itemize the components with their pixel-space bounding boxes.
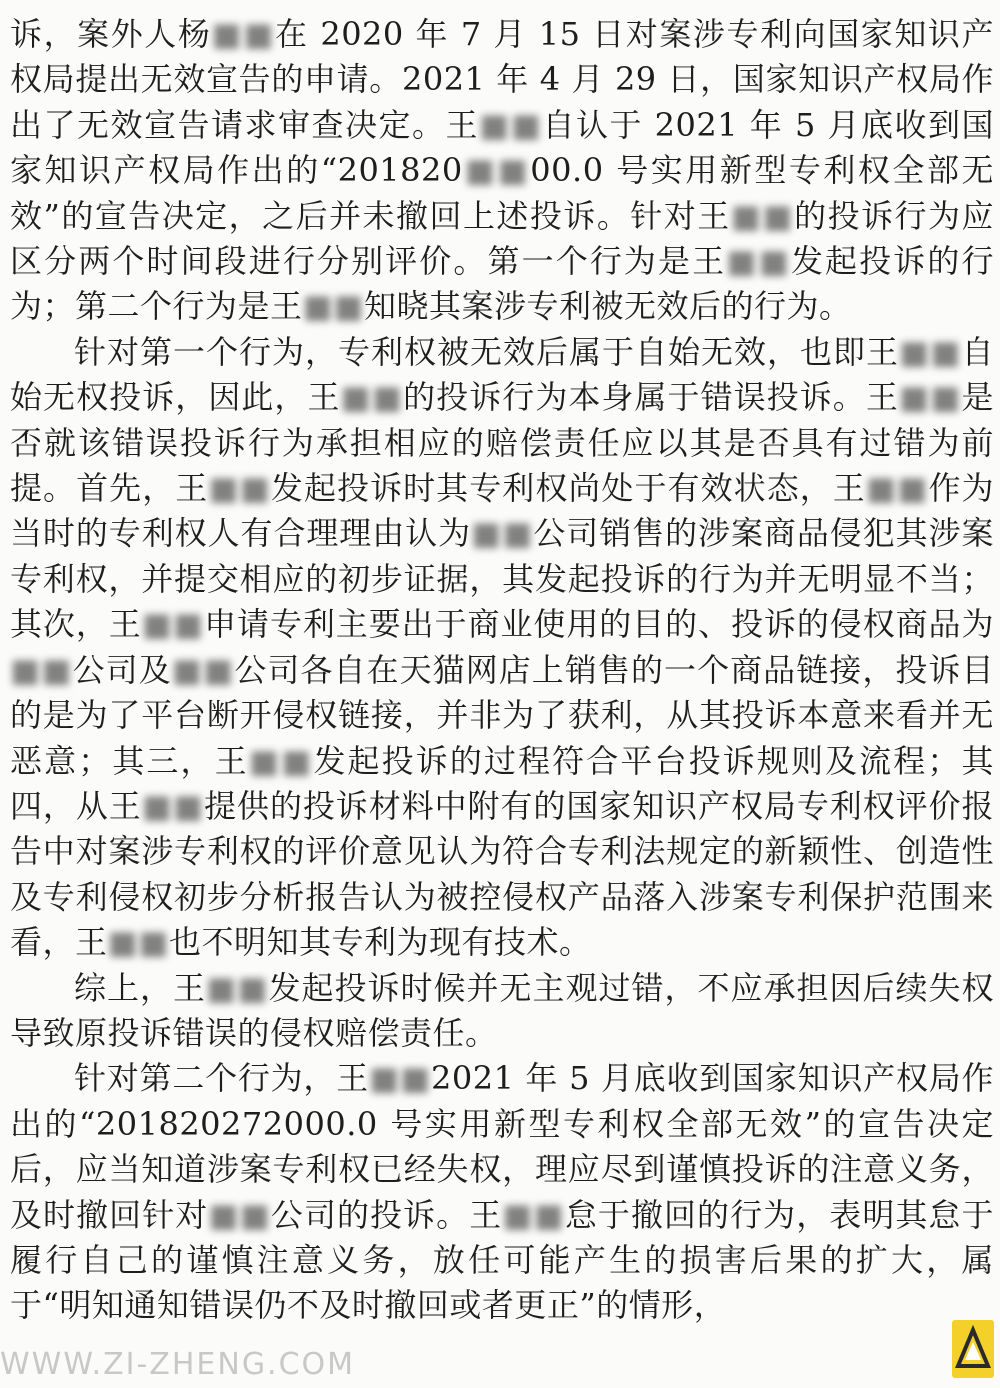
redacted-name: ■■ — [479, 105, 543, 144]
watermark-text: WWW.ZI-ZHENG.COM — [0, 1347, 356, 1382]
text-segment: 个商品链接，投诉目的是为了平台断开侵权链接，并非为了获利， — [10, 650, 994, 735]
text-segment: 犯其涉案专利权，并提交相应的初步证据，其发起投诉的行为并 — [10, 514, 994, 598]
redacted-name: ■■ — [302, 287, 364, 326]
text-segment: 的宣告决定，之后并未撤回上述投诉。针对王 — [60, 196, 731, 235]
text-segment: 是否就该错误投诉行为承担相应的赔偿责任应以其是否具有过错 — [10, 378, 994, 462]
redacted-name: ■■ — [730, 196, 795, 235]
text-segment: 无明显不当；其次，王 — [10, 559, 994, 644]
text-segment: 第二个行为是王 — [75, 287, 303, 326]
text-segment: 在 2020 年 7 月 15 日对案涉专利向国家知识产 — [275, 15, 994, 53]
text-segment: 公司各自在天猫网店上销售的一 — [234, 650, 698, 689]
redacted-company: ■■ — [208, 1195, 271, 1234]
redacted-company: ■■ — [10, 650, 73, 689]
text-segment: 诉，案外人杨 — [10, 15, 212, 53]
redacted-company: ■■ — [171, 650, 235, 689]
redacted-name: ■■ — [107, 923, 169, 962]
text-segment: 提供的投诉材料中附有的国家 — [204, 786, 633, 825]
text-segment: 综上，王 — [74, 968, 206, 1007]
redacted-name: ■■ — [206, 968, 269, 1007]
redacted-name: ■■ — [865, 469, 929, 508]
text-segment: 从其投诉本意来看并无恶意；其三，王 — [10, 696, 994, 780]
text-segment: 知识产权局专利权评价报告中对案涉专利权的评价意见认为符合 — [10, 786, 994, 871]
text-segment: 针对第一个行为，专利权被无效后属于自始无效，也即王 — [74, 332, 900, 371]
text-segment: 权局提出无效宣告的申请。2021 年 4 月 29 日，国家知识产权局作 — [10, 60, 994, 99]
text-segment: 自始无权投诉，因此，王 — [10, 332, 994, 417]
text-segment: 台投诉规则及流程；其四，从王 — [10, 741, 994, 825]
redacted-name: ■■ — [141, 786, 205, 825]
text-segment: 有技术。 — [461, 923, 592, 962]
document-body — [10, 12, 994, 1329]
text-segment: 公司的投诉。王 — [270, 1195, 503, 1234]
text-segment: 发起投诉时其专利权尚处于有效状态，王 — [270, 469, 866, 508]
text-segment: 权导致原投诉错误的侵权赔偿责任。 — [10, 968, 994, 1052]
redacted-name: ■■ — [248, 741, 314, 780]
redacted-number: ■■ — [462, 151, 531, 190]
redacted-company: ■■ — [471, 514, 534, 553]
text-segment: 自认于 2021 年 5 月底收到国家 — [10, 105, 994, 190]
text-segment: 公司及 — [72, 650, 172, 689]
paragraph-3 — [10, 966, 994, 1057]
redacted-name: ■■ — [208, 469, 271, 508]
redacted-name: ■■ — [369, 1059, 432, 1098]
text-segment: 的投诉行为本身属于错误投诉。王 — [403, 378, 899, 417]
redacted-name: ■■ — [340, 378, 404, 417]
text-segment: 00.0 号实用新型专利权全部无效” — [10, 151, 994, 235]
text-segment: 针对第二个行为，王 — [74, 1059, 369, 1098]
text-segment: 知晓其案涉专利被无效后的行为。 — [364, 287, 852, 326]
text-segment: 2021 年 5 月底收到国家知识产权局作 — [431, 1059, 994, 1098]
paragraph-2 — [10, 330, 994, 966]
text-segment: 作为当时的专利权人有合理理由认为 — [10, 469, 994, 553]
text-segment: 专利法规定的新颖性、创造性及专利侵权初步分析报告认为被控 — [10, 832, 994, 916]
paragraph-1 — [10, 12, 994, 330]
text-segment: 务，及时撤回针对 — [10, 1150, 994, 1234]
redacted-name: ■■ — [899, 332, 962, 371]
text-segment: 诉的侵权商品为 — [763, 605, 994, 644]
text-segment: 公司销售的涉案商品侵 — [533, 514, 863, 553]
text-segment: 为前提。首先，王 — [10, 423, 994, 508]
text-segment: 发起投诉的过程符合平 — [313, 741, 655, 780]
text-segment: 的扩大，属于“明知通知错误仍不及时撤回或者更正”的情形， — [10, 1240, 994, 1325]
site-logo-icon — [952, 1320, 994, 1378]
redacted-name: ■■ — [726, 242, 791, 281]
text-segment: 表明其怠于履行自己的谨慎注意义务，放任可能产生的损害后果 — [10, 1195, 994, 1279]
text-segment: 也不明知其专利为现 — [168, 923, 462, 962]
redacted-name: ■■ — [141, 605, 205, 644]
text-segment: 后，应当知道涉案专利权已经失权，理应尽到谨慎投诉的注意义 — [10, 1150, 929, 1189]
redacted-name: ■■ — [211, 15, 276, 53]
text-segment: 知识产权局作出的“201820 — [44, 151, 463, 190]
text-segment: 申请专利主要出于商业使用的目的、投 — [204, 605, 764, 644]
paragraph-4 — [10, 1056, 994, 1328]
text-segment: 怠于撤回的行为， — [564, 1195, 830, 1234]
text-segment: 的投诉行为应区 — [10, 196, 994, 281]
text-segment: 侵权产品落入涉案专利保护范围来看，王 — [10, 877, 994, 962]
text-segment: 发起投诉的行为； — [10, 242, 994, 326]
redacted-name: ■■ — [898, 378, 962, 417]
redacted-name: ■■ — [502, 1195, 565, 1234]
text-segment: 出的“201820272000.0 号实用新型专利权全部无效”的宣告决定 — [10, 1104, 994, 1143]
text-segment: 出了无效宣告请求审查决定。王 — [10, 105, 480, 144]
text-segment: 发起投诉时候并无主观过错，不应承担因后续失 — [268, 968, 962, 1007]
text-segment: 分两个时间段进行分别评价。第一个行为是王 — [44, 242, 727, 281]
